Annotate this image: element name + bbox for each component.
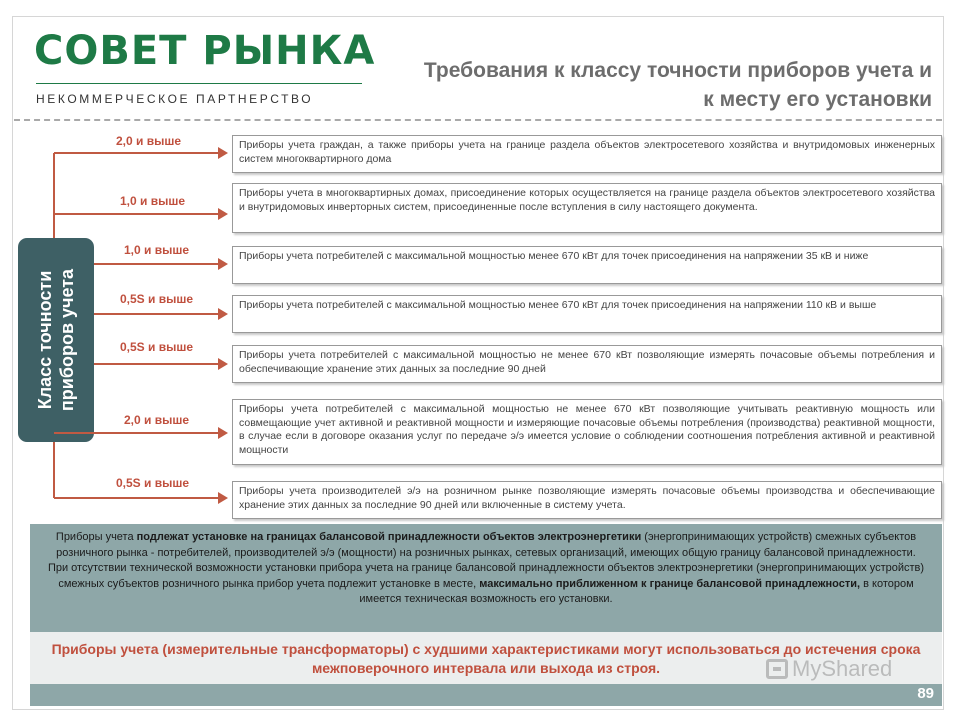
requirement-box: Приборы учета потребителей с максимальной мощностью менее 670 кВт для точек присоединения на напряжении 35 кВ и ниже [232,246,942,284]
note-text: (энергопринимающих устройств) смежных субъектов розничного рынка - потребителей, производителей э/э (мощности) на розничных рынках, сетевых организаций, имеющих общую границу балансовой принадлежности. [56,531,917,559]
accuracy-class-label: 1,0 и выше [124,243,190,257]
note-text: в котором имеется техническая возможность его установки. [359,577,914,605]
accuracy-class-label: 0,5S и выше [120,340,194,354]
brand-divider [36,83,362,84]
accuracy-class-label: 2,0 и выше [124,413,190,427]
installation-note [30,524,942,632]
brand-subtitle: НЕКОММЕРЧЕСКОЕ ПАРТНЕРСТВО [36,92,314,106]
accuracy-class-label: 1,0 и выше [120,194,186,208]
row-arrow [54,152,226,154]
row-arrow [54,497,226,499]
row-arrow [54,432,226,434]
slide-title: Требования к классу точности приборов учета и к месту его установки [423,59,932,111]
row-arrow [94,363,226,365]
row-arrow [54,213,226,215]
note-paragraph-2 [40,561,932,608]
brand-logo: СОВЕТ РЫНКА [34,28,376,74]
row-arrow [94,313,226,315]
requirement-box: Приборы учета граждан, а также приборы учета на границе раздела объектов электросетевого хозяйства и внутридомовых инженерных систем многоквартирного дома [232,135,942,173]
requirement-box: Приборы учета производителей э/э на розничном рынке позволяющие измерять почасовые объемы производства и обеспечивающие хранение этих данных за последние 90 дней или включенные в систему учета. [232,481,942,519]
row-arrow [94,263,226,265]
transformer-note: Приборы учета (измерительные трансформаторы) с худшими характеристиками могут использоваться до истечения срока межповерочного интервала или выхода из строя. [30,632,942,684]
dashed-divider [14,119,942,121]
note-text: При отсутствии технической возможности установки прибора учета на границе балансовой принадлежности объектов электроэнергетики (энергопринимающих устройств) смежных субъектов розничного рынка прибор учета подлежит установке в месте, [47,562,925,590]
note-emphasis: максимально приближенном к границе балансовой принадлежности, [479,577,861,590]
note-paragraph-1 [40,530,932,561]
requirement-box: Приборы учета потребителей с максимальной мощностью не менее 670 кВт позволяющие учитывать реактивную мощность или совмещающие учет активной и реактивной мощности и измеряющие почасовые объемы потребления (производства) реактивной мощности, в случае если в договоре оказания услуг по передаче э/э имеется условие о соблюдении соотношения потребления активной и реактивной мощности [232,399,942,465]
page-number: 89 [917,685,934,702]
note-text: Приборы учета [55,531,137,543]
note-emphasis: подлежат установке на границах балансовой принадлежности объектов электроэнергетики [136,531,642,543]
watermark-text: MyShared [792,656,893,681]
requirement-box: Приборы учета потребителей с максимальной мощностью менее 670 кВт для точек присоединения на напряжении 110 кВ и выше [232,295,942,333]
accuracy-class-label: 2,0 и выше [116,134,182,148]
watermark [766,656,892,682]
watermark-icon [766,659,788,679]
footer-band [30,684,942,706]
requirement-box: Приборы учета потребителей с максимальной мощностью не менее 670 кВт позволяющие измерять почасовые объемы потребления и обеспечивающие хранение этих данных за последние 90 дней [232,345,942,383]
accuracy-class-label: 0,5S и выше [120,292,194,306]
requirement-box: Приборы учета в многоквартирных домах, присоединение которых осуществляется на границе раздела объектов электросетевого хозяйства и внутридомовых инверторных систем, присоединенные после вступления в силу настоящего документа. [232,183,942,233]
vertical-label: Класс точности приборов учета [35,268,77,412]
accuracy-class-label: 0,5S и выше [116,476,190,490]
